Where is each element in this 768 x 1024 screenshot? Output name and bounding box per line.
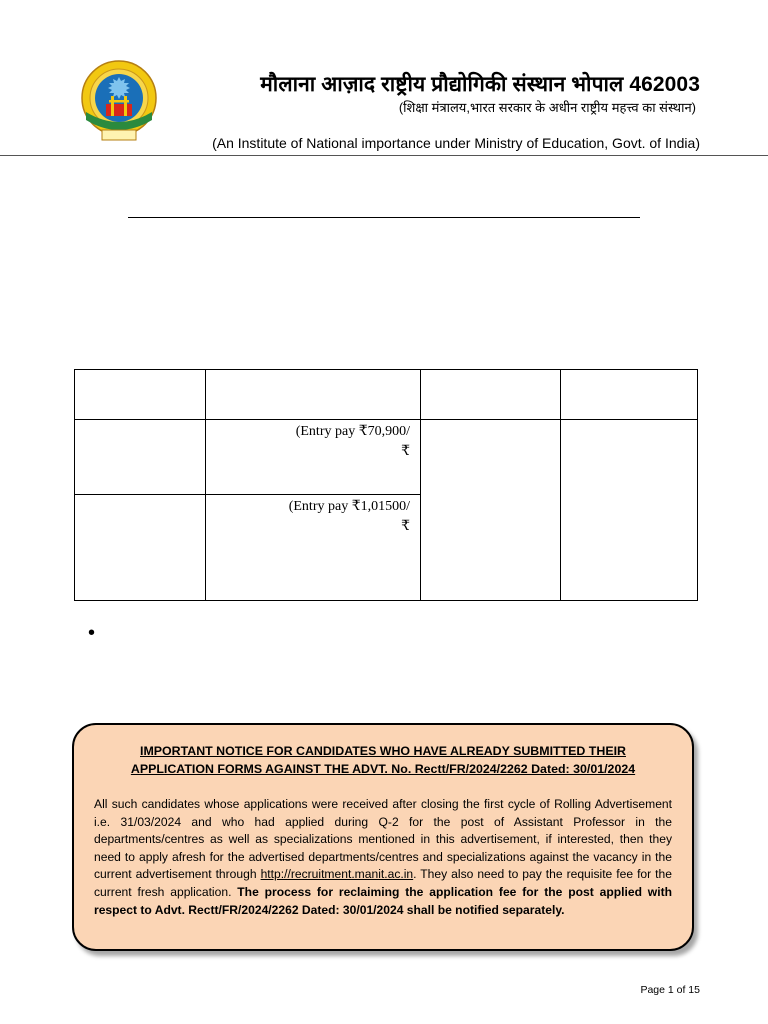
table-cell — [421, 370, 561, 420]
header-divider — [0, 155, 768, 156]
important-notice-box — [72, 723, 694, 951]
entry-pay-text: (Entry pay ₹1,01500/ — [288, 499, 410, 514]
institute-name-hindi: मौलाना आज़ाद राष्ट्रीय प्रौद्योगिकी संस्थान भोपाल 462003 — [260, 73, 700, 96]
institute-logo — [78, 60, 160, 144]
table-header-row — [75, 370, 698, 420]
table-cell — [206, 495, 421, 601]
notice-heading — [94, 742, 672, 778]
table-cell — [75, 370, 206, 420]
notice-text: All such candidates whose applications were received after closing the first cycle of Rolling Advertisement i.e. 31/03/2024 and who had applied during Q-2 for the post of Assistant Professor in the departments/centres as well as specializations mentioned in this advertisement, if interested, then they need to apply afresh for the advertised departments/centres and specializations against the vacancy in the current advertisement through — [94, 797, 672, 882]
rupee-symbol: ₹ — [401, 519, 410, 534]
entry-pay-text: (Entry pay ₹70,900/ — [295, 424, 410, 439]
table-cell — [561, 370, 698, 420]
table-cell — [421, 420, 561, 601]
table-cell — [206, 420, 421, 495]
institute-subtitle-hindi: (शिक्षा मंत्रालय,भारत सरकार के अधीन राष्ट्रीय महत्त्व का संस्थान) — [398, 100, 696, 115]
table-cell — [75, 495, 206, 601]
notice-body — [94, 796, 672, 919]
table-cell — [206, 370, 421, 420]
table-row — [75, 420, 698, 495]
institute-subtitle-english: (An Institute of National importance under Ministry of Education, Govt. of India) — [212, 135, 700, 151]
recruitment-link[interactable]: http://recruitment.manit.ac.in — [260, 867, 414, 882]
posts-table — [74, 369, 698, 601]
table-cell — [561, 420, 698, 601]
rupee-symbol: ₹ — [401, 444, 410, 459]
notice-text: . They also need to pay the requisite fee for the current fresh application. — [94, 867, 672, 899]
notice-heading-line: IMPORTANT NOTICE FOR CANDIDATES WHO HAVE ALREADY SUBMITTED THEIR — [140, 744, 626, 758]
notice-heading-line: APPLICATION FORMS AGAINST THE ADVT. No. Rectt/FR/2024/2262 Dated: 30/01/2024 — [130, 762, 636, 776]
bullet-point: • — [88, 622, 96, 644]
title-underline — [128, 217, 640, 218]
table-cell — [75, 420, 206, 495]
notice-bold-text: The process for reclaiming the application fee for the post applied with respect to Advt. Rectt/FR/2024/2262 Dated: 30/01/2024 shall be notified separately. — [94, 884, 672, 917]
page-number: Page 1 of 15 — [640, 984, 700, 996]
